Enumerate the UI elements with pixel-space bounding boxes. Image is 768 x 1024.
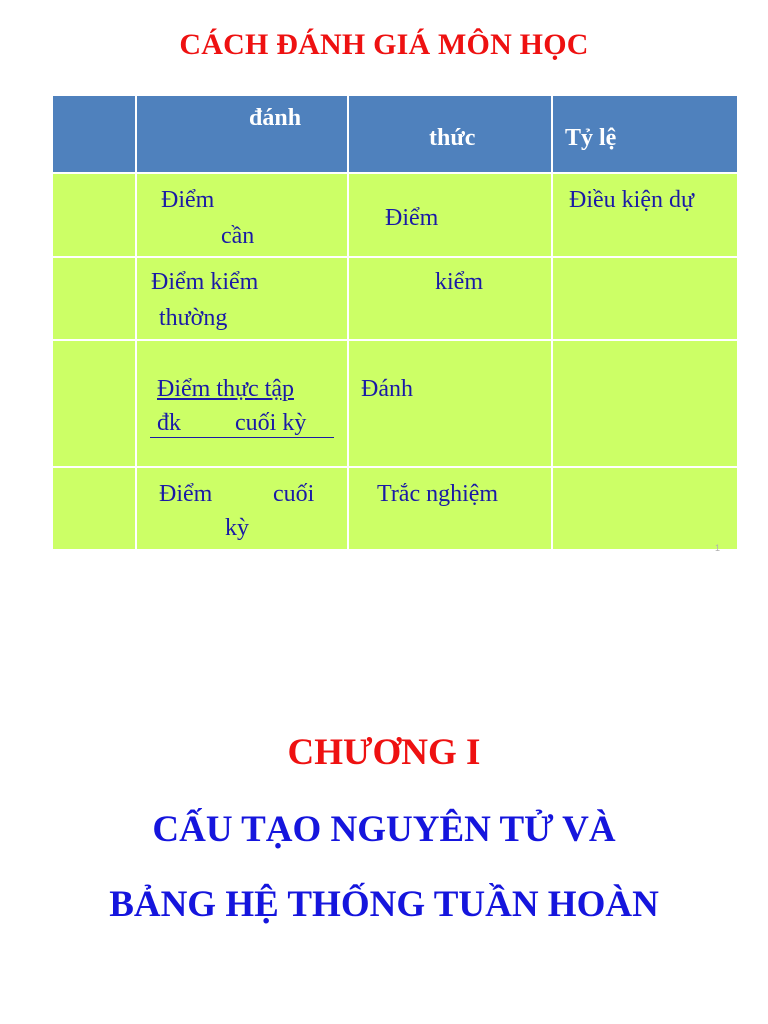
table-row (52, 340, 738, 467)
table-row (52, 173, 738, 257)
chapter-subtitle-line-1: CẤU TẠO NGUYÊN TỬ VÀ (152, 809, 616, 850)
table-cell (552, 467, 738, 550)
table-cell (552, 257, 738, 340)
table-cell: Điểm (348, 173, 552, 257)
table-cell (52, 257, 136, 340)
page-title: CÁCH ĐÁNH GIÁ MÔN HỌC (179, 28, 589, 61)
table-header-row (52, 95, 738, 173)
table-cell: Đánh (348, 340, 552, 467)
table-cell: kiểm (348, 257, 552, 340)
header-cell-2: đánh (136, 95, 348, 173)
table-cell (52, 173, 136, 257)
chapter-title: CHƯƠNG I (287, 732, 481, 773)
page-number: 1 (715, 543, 721, 553)
table-cell: Điểm kiểm thường (136, 257, 348, 340)
evaluation-table (51, 94, 739, 551)
header-cell-1 (52, 95, 136, 173)
table-row (52, 467, 738, 550)
table-cell: Điểm cần (136, 173, 348, 257)
table-cell (52, 340, 136, 467)
table-cell: Điểm cuối kỳ (136, 467, 348, 550)
table-cell (552, 340, 738, 467)
table-cell: Điều kiện dự (552, 173, 738, 257)
chapter-subtitle-line-2: BẢNG HỆ THỐNG TUẦN HOÀN (109, 884, 659, 925)
table-cell (52, 467, 136, 550)
table-cell: Điểm thực tập đk cuối kỳ (136, 340, 348, 467)
table-cell: Trắc nghiệm (348, 467, 552, 550)
header-cell-3: thức (348, 95, 552, 173)
underline-rule (150, 437, 334, 438)
table-row (52, 257, 738, 340)
header-cell-4: Tỷ lệ (552, 95, 738, 173)
